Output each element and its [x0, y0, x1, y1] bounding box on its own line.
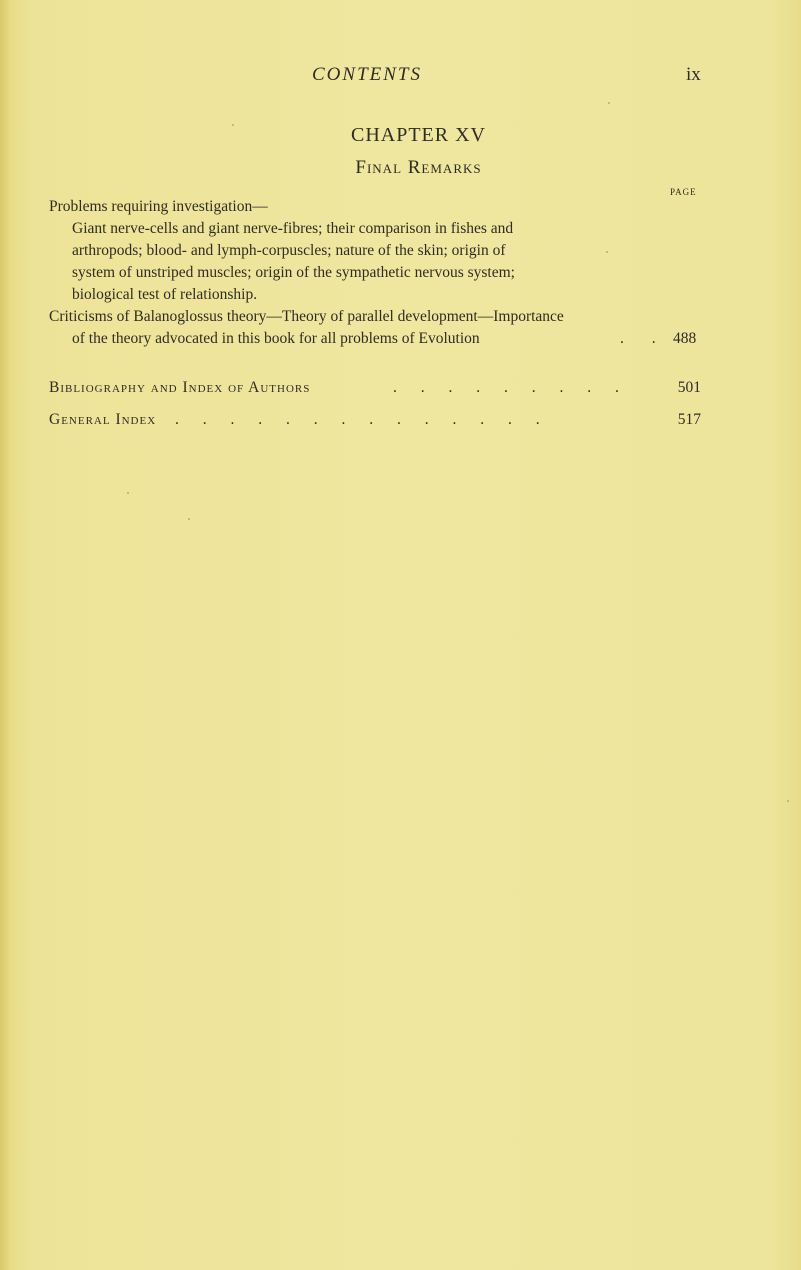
running-head: [0, 64, 801, 88]
toc-label: Bibliography and Index of Authors: [49, 379, 311, 396]
paper-speck: [127, 492, 129, 494]
chapter-heading: CHAPTER XV: [350, 124, 486, 146]
entry-line: Criticisms of Balanoglossus theory—Theory of parallel development—Importance: [49, 308, 564, 325]
paper-speck: [606, 251, 608, 253]
entry-line: of the theory advocated in this book for all problems of Evolution: [72, 330, 480, 347]
toc-row-general-index: [49, 411, 701, 433]
entry-line: biological test of relationship.: [72, 286, 258, 303]
chapter-subtitle: Final Remarks: [355, 157, 482, 178]
entry-line: Giant nerve-cells and giant nerve-fibres; their comparison in fishes and: [72, 220, 514, 237]
running-title: CONTENTS: [312, 64, 422, 85]
paper-speck: [608, 102, 610, 104]
leader-dots: . . . . . . . . .: [393, 379, 629, 396]
toc-label: General Index: [49, 411, 157, 428]
entry-page-number: 488: [673, 330, 697, 347]
leader-dots: . . . . . . . . . . . . . .: [175, 411, 550, 428]
paper-speck: [232, 124, 234, 126]
paper-speck: [188, 518, 190, 520]
leader-dots: . .: [620, 330, 668, 347]
page-number: ix: [686, 64, 701, 85]
page-edge-shadow: [0, 0, 10, 1270]
entry-line: system of unstriped muscles; origin of the sympathetic nervous system;: [72, 264, 515, 281]
paper-speck: [787, 800, 789, 802]
toc-page-number: 517: [677, 411, 701, 428]
toc-page-number: 501: [677, 379, 701, 396]
entry-line: arthropods; blood- and lymph-corpuscles; nature of the skin; origin of: [72, 242, 506, 259]
page-column-label: PAGE: [670, 187, 697, 197]
entry-line: Problems requiring investigation—: [49, 198, 268, 215]
toc-row-bibliography: [49, 379, 701, 401]
